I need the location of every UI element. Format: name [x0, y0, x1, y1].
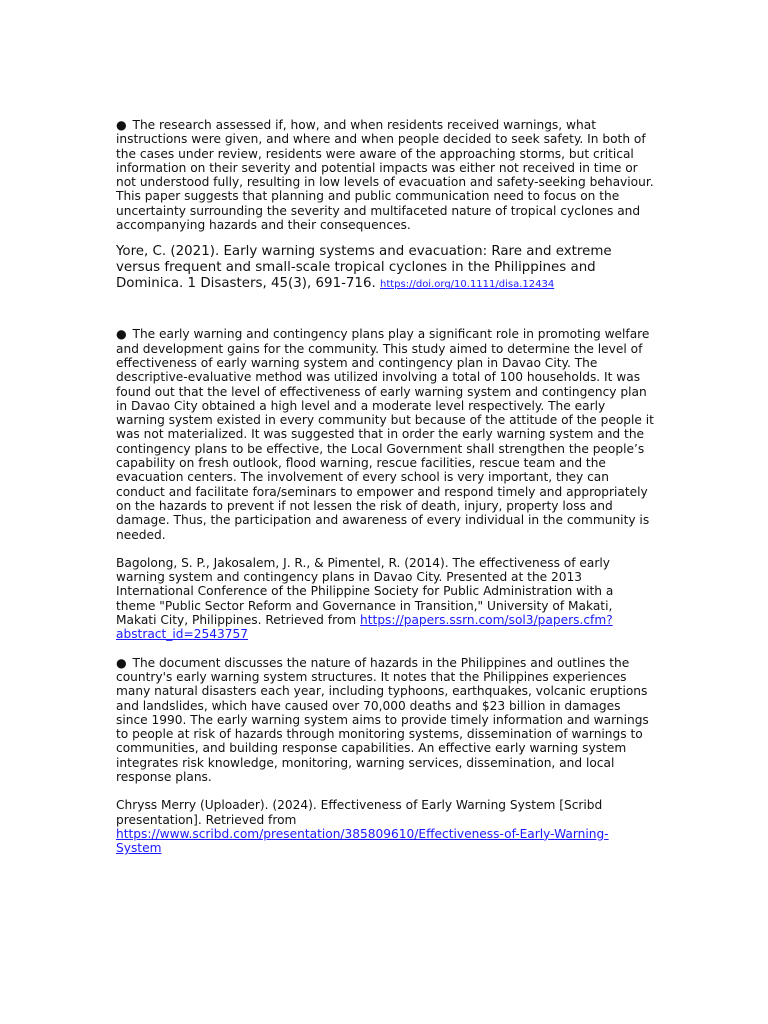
- citation-link-2[interactable]: https://papers.ssrn.com/sol3/papers.cfm?abstract_id=2543757: [116, 613, 613, 642]
- citation-text-1: Yore, C. (2021). Early warning systems and evacuation: Rare and extreme versus frequent and small-scale tropical cyclones in the Philippines and Dominica. 1 Disasters, 45(3), 691-716.: [116, 244, 612, 292]
- bullet-icon: ●: [116, 118, 127, 132]
- citation-text-3: Chryss Merry (Uploader). (2024). Effectiveness of Early Warning System [Scribd presentation]. Retrieved from: [116, 798, 603, 827]
- citation-link-1[interactable]: https://doi.org/10.1111/disa.12434: [380, 279, 555, 291]
- summary-paragraph-3: [116, 656, 654, 785]
- summary-text-2: The early warning and contingency plans play a significant role in promoting welfare and development gains for the community. This study aimed to determine the level of effectiveness of early warning system and contingency plan in Davao City. The descriptive-evaluative method was utilized involving a total of 100 households. It was found out that the level of effectiveness of early warning system and contingency plan in Davao City obtained a high level and a moderate level respectively. The early warning system existed in every community but because of the attitude of the people it was not materialized. It was suggested that in order the early warning system and the contingency plans to be effective, the Local Government shall strengthen the people’s capability on fresh outlook, flood warning, rescue facilities, rescue team and the evacuation centers. The involvement of every school is very important, they can conduct and facilitate fora/seminars to empower and respond timely and appropriately on the hazards to prevent if not lessen the risk of death, injury, property loss and damage. Thus, the participation and awareness of every individual in the community is needed.: [116, 327, 654, 542]
- spacer: [116, 232, 654, 244]
- citation-link-3[interactable]: https://www.scribd.com/presentation/385809610/Effectiveness-of-Early-Warning-System: [116, 826, 609, 856]
- spacer: [116, 542, 654, 556]
- bullet-icon: ●: [116, 327, 127, 342]
- citation-text-2: Bagolong, S. P., Jakosalem, J. R., & Pimentel, R. (2014). The effectiveness of early warning system and contingency plans in Davao City. Presented at the 2013 International Conference of the Philippine Society for Public Administration with a theme "Public Sector Reform and Governance in Transition," University of Makati, Makati City, Philippines. Retrieved from: [116, 555, 614, 628]
- summary-paragraph-1: [116, 118, 654, 232]
- summary-text-1: The research assessed if, how, and when residents received warnings, what instructions were given, and where and when people decided to seek safety. In both of the cases under review, residents were aware of the approaching storms, but critical information on their severity and potential impacts was either not received in time or not understood fully, resulting in low levels of evacuation and safety-seeking behaviour. This paper suggests that planning and public communication need to focus on the uncertainty surrounding the severity and multifaceted nature of tropical cyclones and accompanying hazards and their consequences.: [116, 118, 654, 233]
- summary-text-3: The document discusses the nature of hazards in the Philippines and outlines the country's early warning system structures. It notes that the Philippines experiences many natural disasters each year, including typhoons, earthquakes, volcanic eruptions and landslides, which have caused over 70,000 deaths and $23 billion in damages since 1990. The early warning system aims to provide timely information and warnings to people at risk of hazards through monitoring systems, dissemination of warnings to communities, and building response capabilities. An effective early warning system integrates risk knowledge, monitoring, warning services, dissemination, and local response plans.: [116, 655, 649, 784]
- spacer: [116, 784, 654, 798]
- bullet-icon: ●: [116, 655, 127, 670]
- citation-1: [116, 244, 654, 293]
- summary-paragraph-2: [116, 327, 654, 541]
- spacer: [116, 642, 654, 656]
- spacer: [116, 293, 654, 327]
- document-page: [116, 118, 654, 855]
- citation-2: [116, 556, 654, 642]
- citation-3: [116, 798, 654, 855]
